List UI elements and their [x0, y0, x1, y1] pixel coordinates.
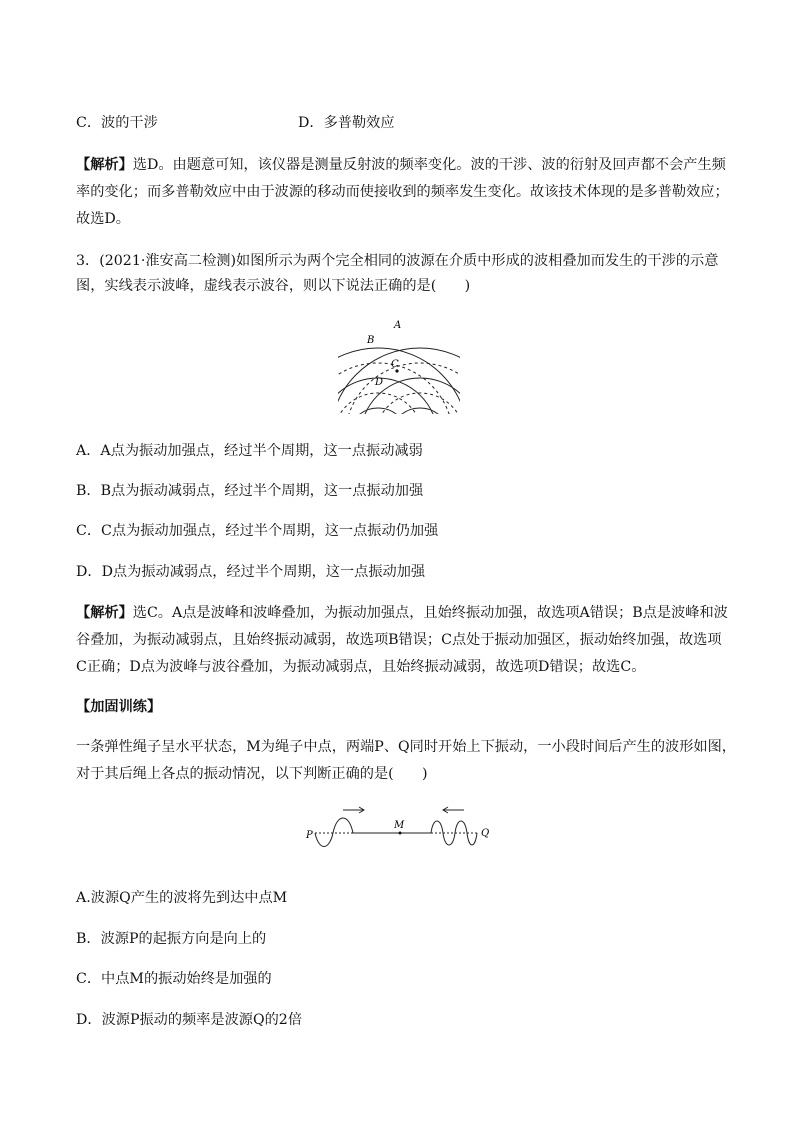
figure-label-m: M	[394, 820, 405, 831]
option-d-prev: D．多普勒效应	[298, 115, 395, 131]
practice-option-d: D．波源P振动的频率是波源Q的2倍	[76, 1012, 303, 1028]
question3-option-d: D．D点为振动减弱点，经过半个周期，这一点振动加强	[76, 564, 426, 580]
analysis-prev-line2: 率的变化；而多普勒效应中由于波源的移动而使接收到的频率发生变化。故该技术体现的是多普勒效应；	[76, 184, 729, 200]
question3-analysis-line3: C正确；D点为波峰与波谷叠加，为振动减弱点，且始终振动减弱，故选项D错误；故选C。	[76, 659, 646, 675]
figure-label-p: P	[306, 830, 313, 841]
wave-trough-right-inner	[375, 393, 460, 414]
question3-option-b: B．B点为振动减弱点，经过半个周期，这一点振动加强	[76, 483, 424, 499]
wave-from-q	[431, 821, 477, 845]
figure-label-b: B	[367, 335, 375, 346]
question3-stem-line2: 图，实线表示波峰，虚线表示波谷，则以下说法正确的是( )	[76, 278, 471, 294]
analysis-prev-line3: 故选D。	[76, 211, 130, 227]
midpoint-m-dot	[399, 832, 402, 835]
rope-wave-figure	[303, 803, 498, 859]
analysis-tag: 【解析】	[76, 605, 133, 621]
question3-analysis-line1: 【解析】选C。A点是波峰和波峰叠加，为振动加强点，且始终振动加强，故选项A错误；B点是波峰和波	[76, 605, 728, 621]
interference-figure	[338, 316, 460, 414]
wave-crest-left-far	[338, 348, 460, 414]
figure-label-q: Q	[481, 828, 490, 839]
practice-heading: 【加固训练】	[76, 699, 162, 715]
analysis-prev-line1: 【解析】选D。由题意可知，该仪器是测量反射波的频率变化。波的干涉、波的衍射及回声都不会产生频	[76, 157, 726, 173]
question3-option-a: A．A点为振动加强点，经过半个周期，这一点振动减弱	[76, 443, 423, 459]
figure-label-c: C	[391, 359, 399, 370]
practice-stem-line1: 一条弹性绳子呈水平状态，M为绳子中点，两端P、Q同时开始上下振动，一小段时间后产生的波形如图，	[76, 739, 736, 755]
option-c-prev: C．波的干涉	[76, 115, 158, 131]
practice-option-b: B．波源P的起振方向是向上的	[76, 931, 267, 947]
wave-trough-right-outer	[345, 363, 460, 414]
wave-crest-right-far	[338, 348, 460, 414]
wave-trough-left-inner	[338, 393, 423, 414]
question3-option-c: C．C点为振动加强点，经过半个周期，这一点振动仍加强	[76, 523, 439, 539]
question3-stem-line1: 3．(2021·淮安高二检测)如图所示为两个完全相同的波源在介质中形成的波相叠加而发生的干涉的示意	[76, 253, 719, 269]
wave-crest-right-inner	[390, 408, 450, 414]
wave-from-p	[315, 818, 367, 847]
practice-option-a: A.波源Q产生的波将先到达中点M	[76, 890, 288, 906]
figure-label-d: D	[375, 377, 384, 388]
practice-stem-line2: 对于其后绳上各点的振动情况，以下判断正确的是( )	[76, 766, 428, 782]
wave-crest-left-inner	[348, 408, 408, 414]
figure-label-a: A	[394, 320, 402, 331]
practice-option-c: C．中点M的振动始终是加强的	[76, 971, 272, 987]
analysis-tag: 【解析】	[76, 157, 133, 173]
question3-analysis-line2: 谷叠加，为振动减弱点，且始终振动减弱，故选项B错误；C点处于振动加强区，振动始终加强，故选项	[76, 632, 722, 648]
